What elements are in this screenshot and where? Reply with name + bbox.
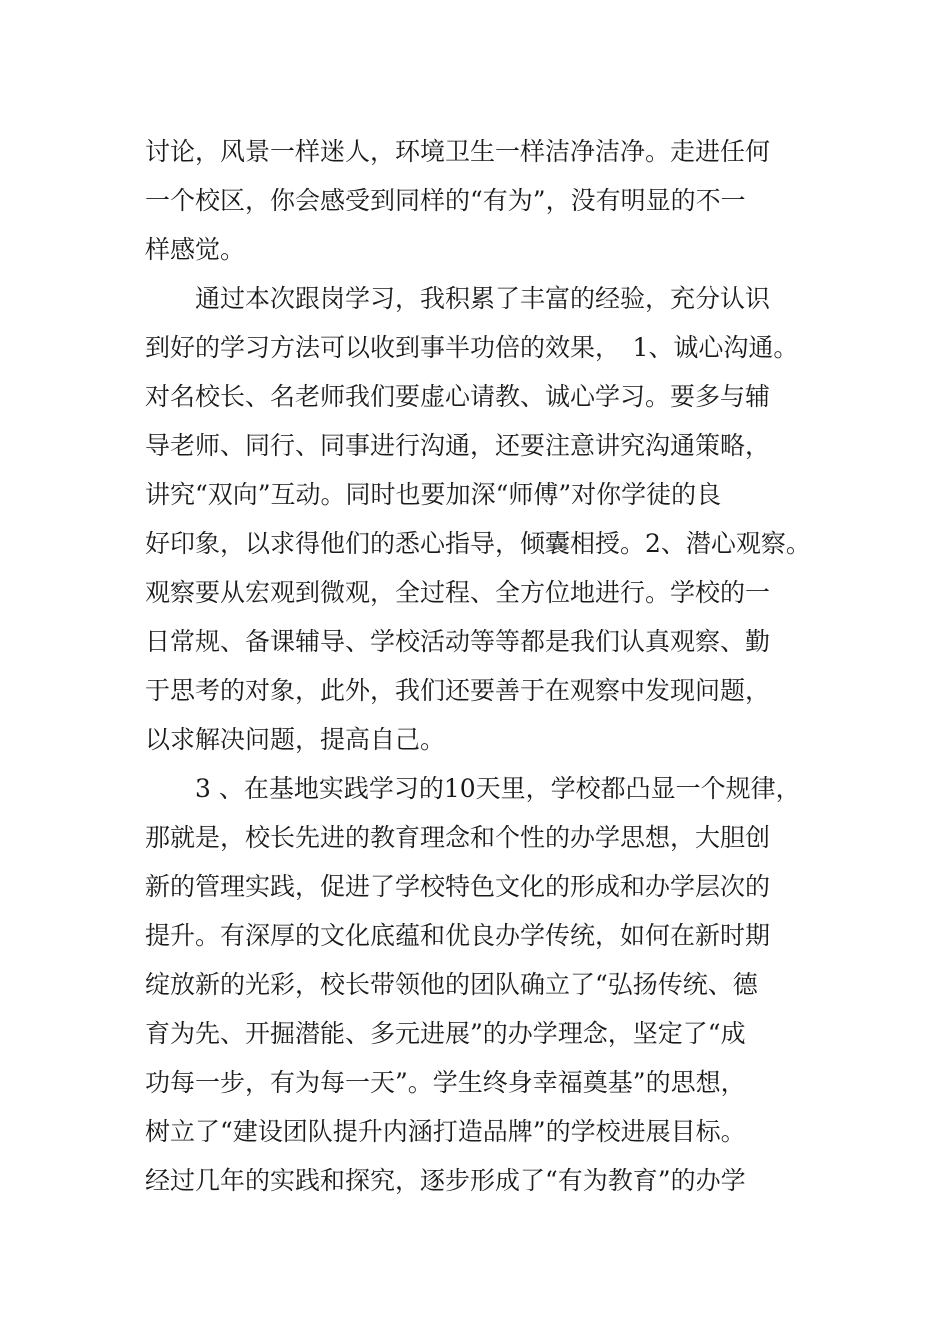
text-line-4: 通过本次跟岗学习，我积累了丰富的经验，充分认识 (145, 284, 771, 313)
text-line-8: 讲究“双向”互动。同时也要加深“师傅”对你学徒的良 (145, 480, 722, 509)
text-line-21: 树立了“建设团队提升内涵打造品牌”的学校进展目标。 (145, 1117, 746, 1146)
text-line-14: 3 、在基地实践学习的10天里，学校都凸显一个规律， (145, 774, 801, 803)
body-text (145, 127, 825, 1205)
text-line-2: 一个校区，你会感受到同样的“有为”，没有明显的不一 (145, 186, 746, 215)
text-line-7: 导老师、同行、同事进行沟通，还要注意讲究沟通策略， (145, 431, 771, 460)
text-line-13: 以求解决问题，提高自己。 (145, 725, 446, 754)
text-line-12: 于思考的对象，此外，我们还要善于在观察中发现问题， (145, 676, 771, 705)
text-line-11: 日常规、备课辅导、学校活动等等都是我们认真观察、勤 (145, 627, 771, 656)
text-line-20: 功每一步，有为每一天”。学生终身幸福奠基”的思想， (145, 1068, 746, 1097)
text-line-6: 对名校长、名老师我们要虚心请教、诚心学习。要多与辅 (145, 382, 771, 411)
text-line-18: 绽放新的光彩，校长带领他的团队确立了“弘扬传统、德 (145, 970, 758, 999)
text-line-19: 育为先、开掘潜能、多元进展”的办学理念，坚定了“成 (145, 1019, 746, 1048)
text-line-22: 经过几年的实践和探究，逐步形成了“有为教育”的办学 (145, 1166, 746, 1195)
text-line-10: 观察要从宏观到微观，全过程、全方位地进行。学校的一 (145, 578, 771, 607)
text-line-9: 好印象，以求得他们的悉心指导，倾囊相授。2、潜心观察。 (145, 529, 811, 558)
text-line-1: 讨论，风景一样迷人，环境卫生一样洁净洁净。走进任何 (145, 137, 771, 166)
text-line-15: 那就是，校长先进的教育理念和个性的办学思想，大胆创 (145, 823, 771, 852)
text-line-16: 新的管理实践，促进了学校特色文化的形成和办学层次的 (145, 872, 771, 901)
text-line-3: 样感觉。 (145, 235, 246, 264)
text-line-17: 提升。有深厚的文化底蕴和优良办学传统，如何在新时期 (145, 921, 771, 950)
text-line-5: 到好的学习方法可以收到事半功倍的效果， 1、诚心沟通。 (145, 333, 799, 362)
